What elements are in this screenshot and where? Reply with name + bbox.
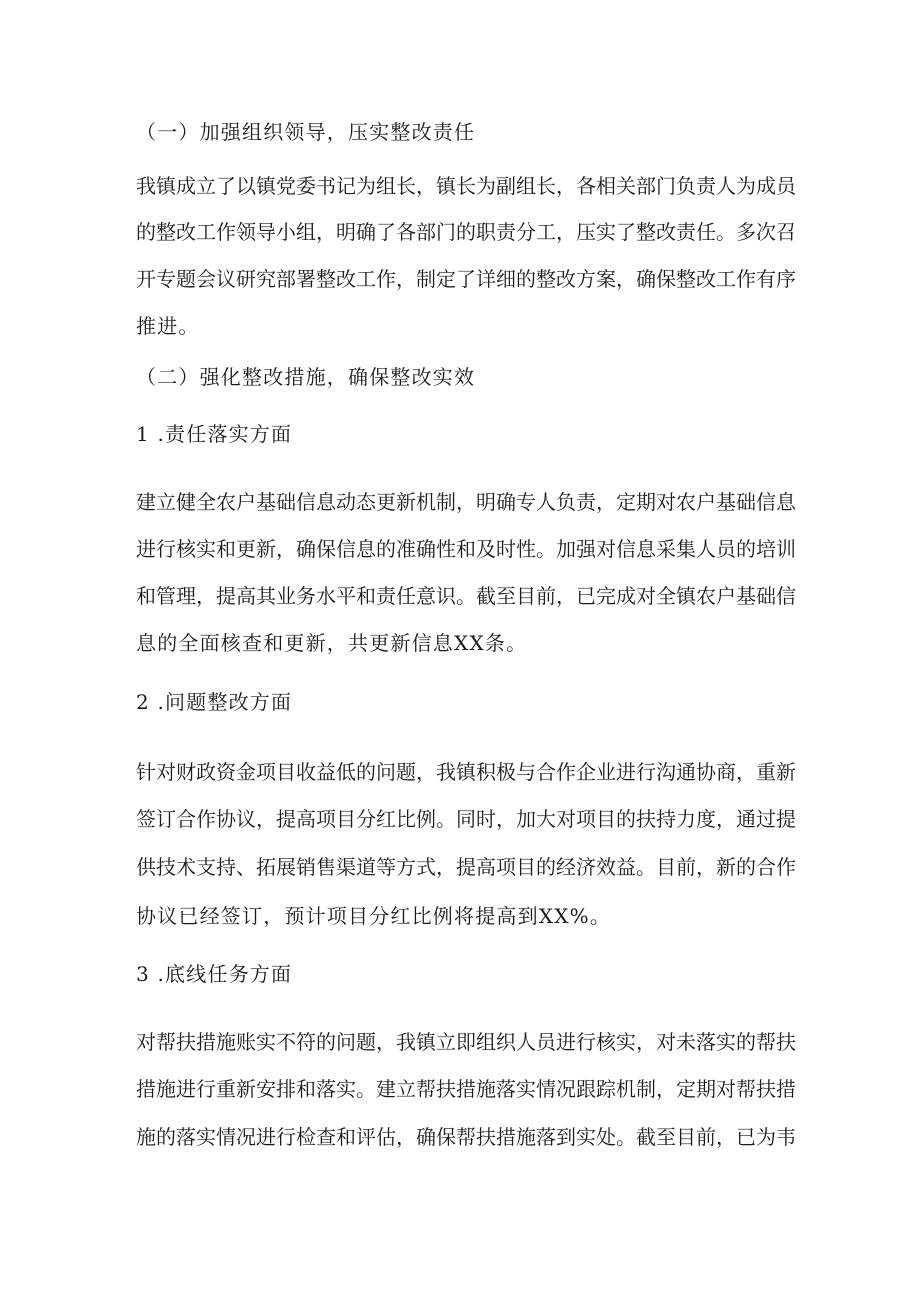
paragraph-line: 息的全面核查和更新，共更新信息XX条。: [136, 631, 528, 655]
subsection-heading-3: 3 .底线任务方面: [136, 962, 293, 986]
paragraph-line: 建立健全农户基础信息动态更新机制，明确专人负责，定期对农户基础信息: [136, 490, 796, 514]
paragraph-line: 进行核实和更新，确保信息的准确性和及时性。加强对信息采集人员的培训: [136, 537, 796, 561]
paragraph-line: 开专题会议研究部署整改工作，制定了详细的整改方案，确保整改工作有序: [136, 267, 796, 291]
subsection-heading-2: 2 .问题整改方面: [136, 690, 293, 714]
paragraph-line: 措施进行重新安排和落实。建立帮扶措施落实情况跟踪机制，定期对帮扶措: [136, 1077, 796, 1101]
paragraph-line: 推进。: [136, 314, 200, 338]
paragraph-line: 的整改工作领导小组，明确了各部门的职责分工，压实了整改责任。多次召: [136, 220, 796, 244]
paragraph-line: 协议已经签订，预计项目分红比例将提高到XX%。: [136, 904, 612, 928]
paragraph-line: 签订合作协议，提高项目分红比例。同时，加大对项目的扶持力度，通过提: [136, 807, 796, 831]
paragraph-line: 针对财政资金项目收益低的问题，我镇积极与合作企业进行沟通协商，重新: [136, 760, 796, 784]
paragraph-line: 供技术支持、拓展销售渠道等方式，提高项目的经济效益。目前，新的合作: [136, 855, 796, 879]
paragraph-line: 施的落实情况进行检查和评估，确保帮扶措施落到实处。截至目前，已为韦: [136, 1125, 796, 1149]
section-heading-2: （二）强化整改措施，确保整改实效: [136, 365, 476, 389]
paragraph-line: 和管理，提高其业务水平和责任意识。截至目前，已完成对全镇农户基础信: [136, 584, 796, 608]
subsection-heading-1: 1 .责任落实方面: [136, 422, 293, 446]
paragraph-line: 对帮扶措施账实不符的问题，我镇立即组织人员进行核实，对未落实的帮扶: [136, 1030, 796, 1054]
paragraph-line: 我镇成立了以镇党委书记为组长，镇长为副组长，各相关部门负责人为成员: [136, 174, 796, 198]
section-heading-1: （一）加强组织领导，压实整改责任: [136, 120, 476, 144]
